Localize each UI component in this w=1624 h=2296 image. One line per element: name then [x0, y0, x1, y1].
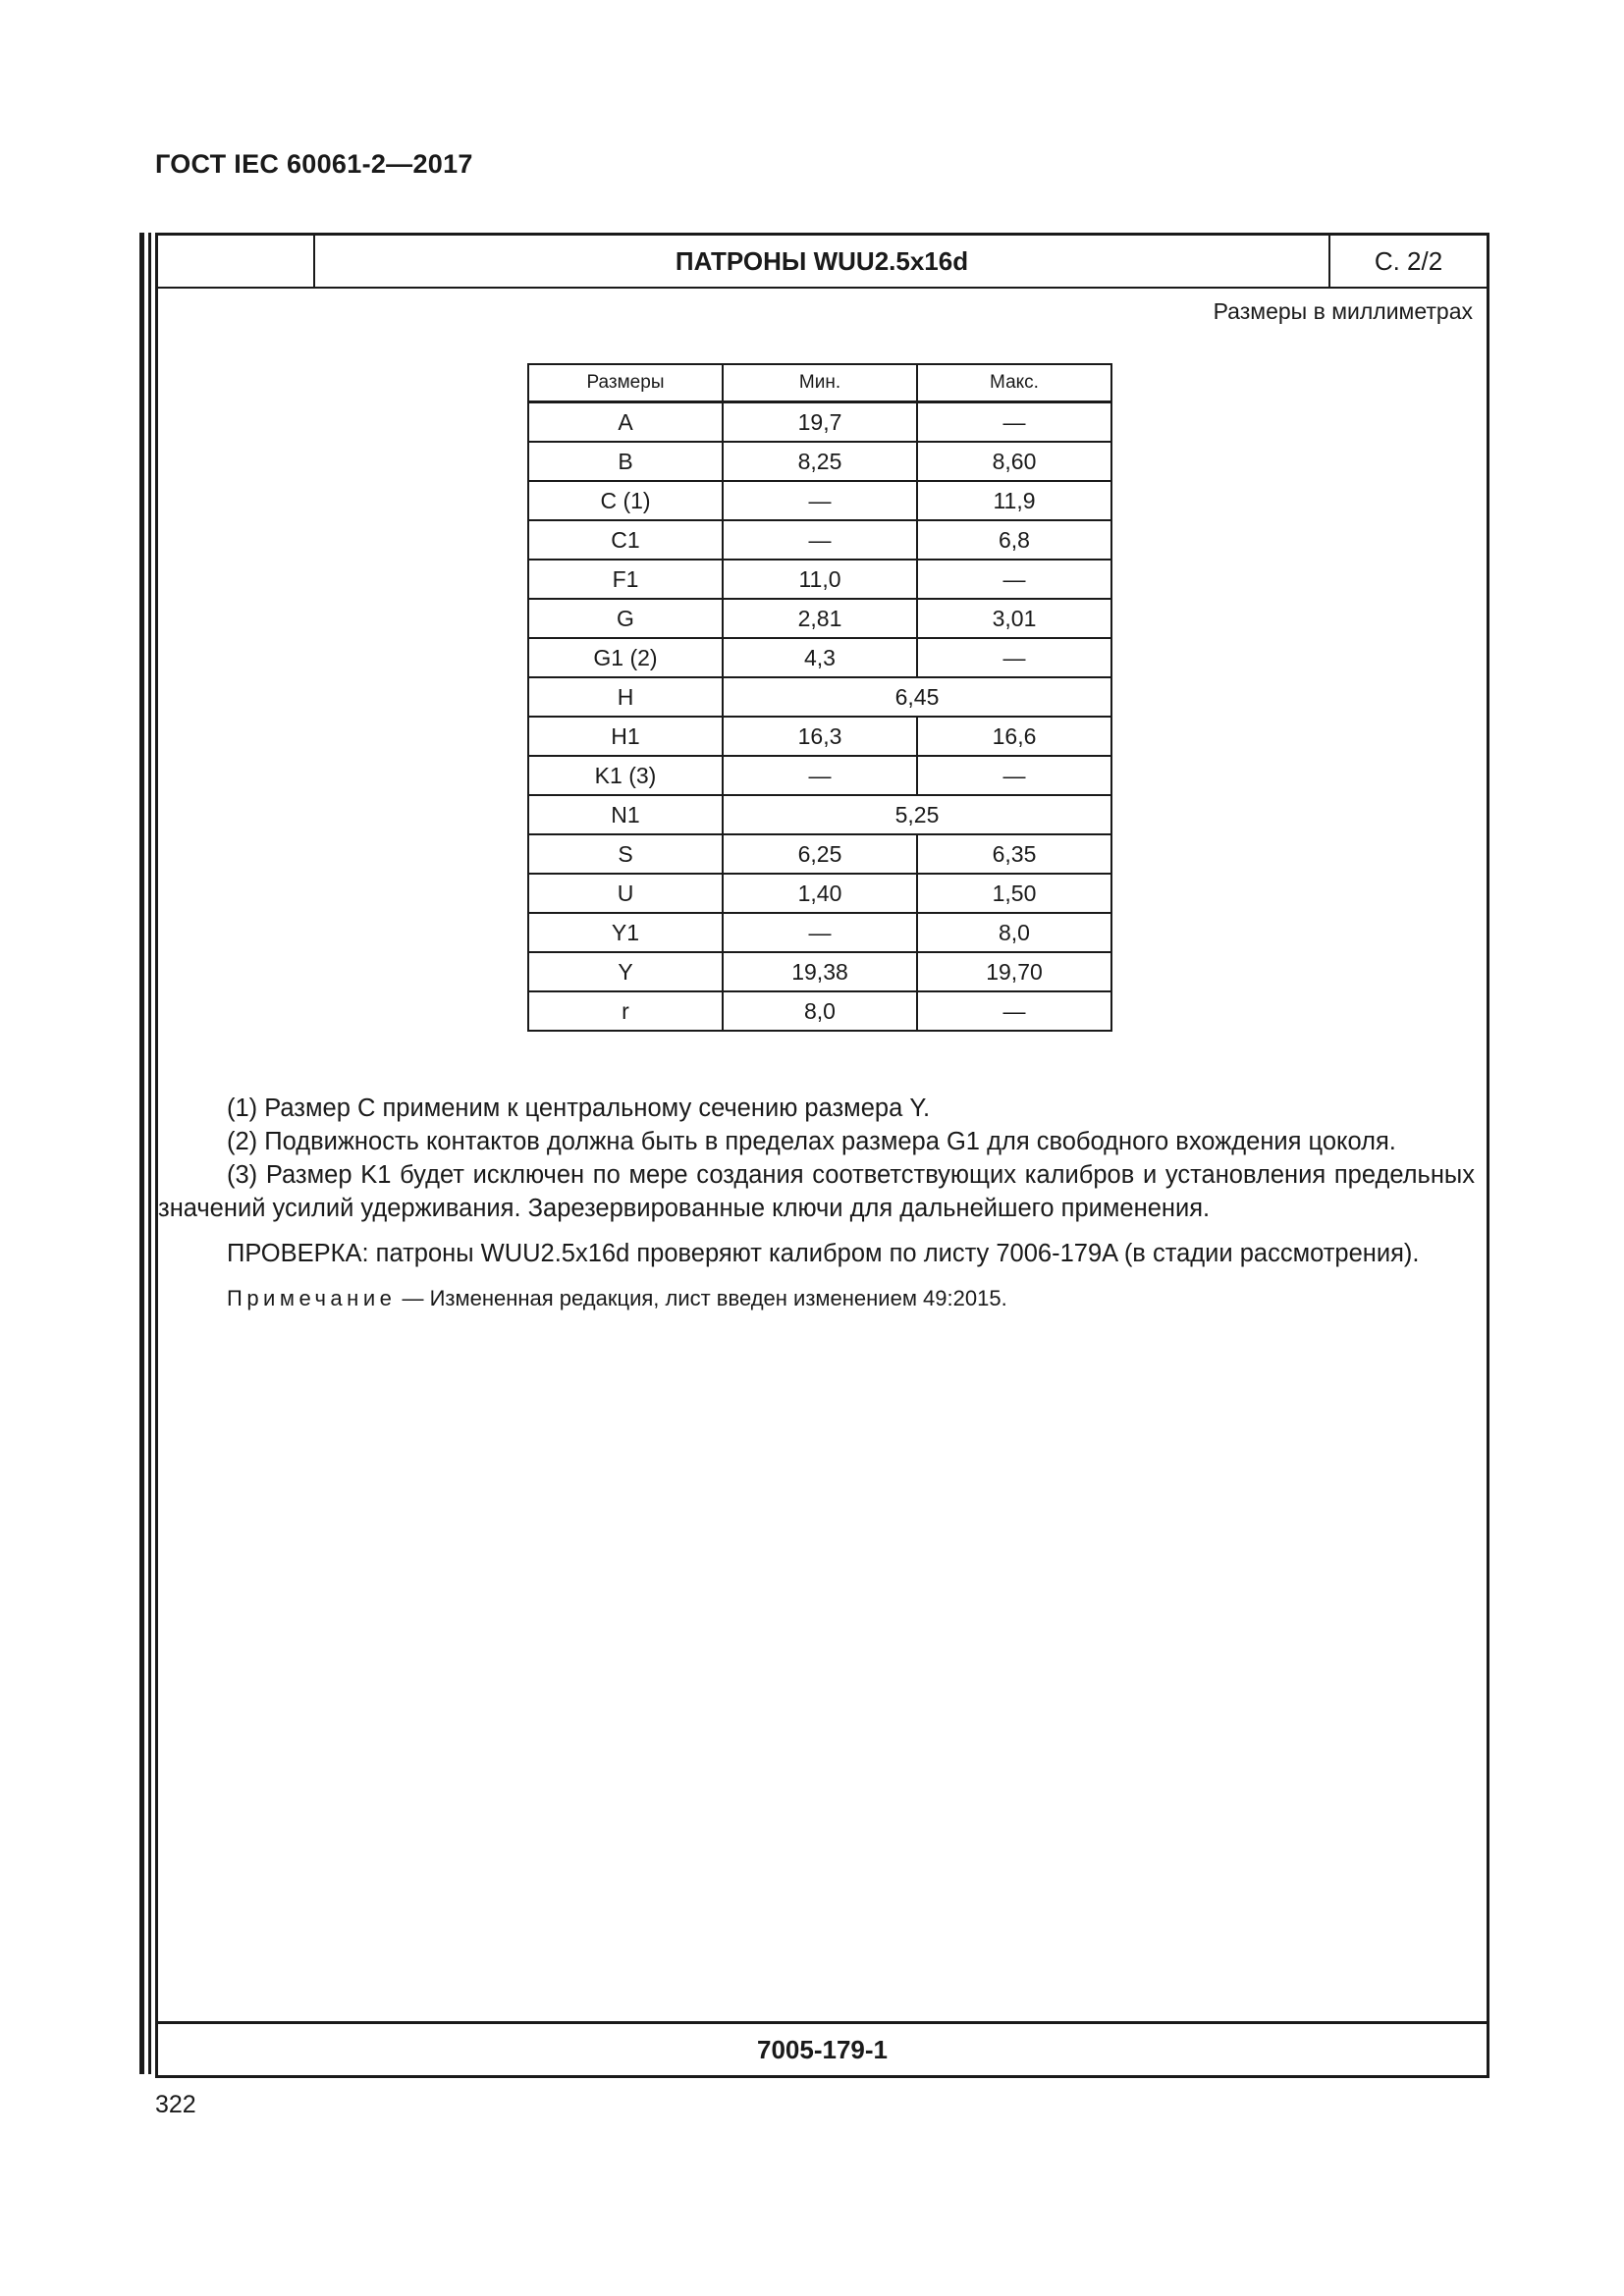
- min-cell: 8,0: [723, 991, 917, 1031]
- sheet-title: ПАТРОНЫ WUU2.5x16d: [315, 236, 1330, 287]
- min-cell: 6,25: [723, 834, 917, 874]
- dimension-cell: Y1: [528, 913, 723, 952]
- min-cell: 11,0: [723, 560, 917, 599]
- nominal-cell: 6,45: [723, 677, 1111, 717]
- min-cell: 16,3: [723, 717, 917, 756]
- dimension-cell: C1: [528, 520, 723, 560]
- max-cell: —: [917, 756, 1111, 795]
- min-cell: 8,25: [723, 442, 917, 481]
- min-cell: —: [723, 481, 917, 520]
- dimension-cell: N1: [528, 795, 723, 834]
- table-header-row: [528, 364, 1111, 402]
- max-cell: 11,9: [917, 481, 1111, 520]
- table-row: [528, 834, 1111, 874]
- dimension-cell: B: [528, 442, 723, 481]
- dimension-cell: S: [528, 834, 723, 874]
- dimension-cell: H1: [528, 717, 723, 756]
- max-cell: 1,50: [917, 874, 1111, 913]
- table-row: [528, 677, 1111, 717]
- max-cell: 8,0: [917, 913, 1111, 952]
- min-cell: —: [723, 520, 917, 560]
- table-row: [528, 795, 1111, 834]
- footnote-1: (1) Размер C применим к центральному сечению размера Y.: [227, 1095, 931, 1122]
- max-cell: 6,8: [917, 520, 1111, 560]
- table-row: [528, 991, 1111, 1031]
- table-row: [528, 442, 1111, 481]
- max-cell: 16,6: [917, 717, 1111, 756]
- dimension-cell: r: [528, 991, 723, 1031]
- max-cell: 8,60: [917, 442, 1111, 481]
- units-note: Размеры в миллиметрах: [1213, 298, 1473, 324]
- remark-label: Примечание: [227, 1286, 397, 1310]
- dimension-cell: K1 (3): [528, 756, 723, 795]
- document-header: ГОСТ IEC 60061-2—2017: [155, 149, 473, 179]
- max-cell: —: [917, 402, 1111, 443]
- table-row: [528, 402, 1111, 443]
- max-cell: —: [917, 560, 1111, 599]
- footnote-2: (2) Подвижность контактов должна быть в пределах размера G1 для свободного вхождения цоколя.: [227, 1128, 1396, 1155]
- min-cell: 4,3: [723, 638, 917, 677]
- dimension-cell: C (1): [528, 481, 723, 520]
- dimension-cell: U: [528, 874, 723, 913]
- table-row: [528, 560, 1111, 599]
- min-cell: 19,7: [723, 402, 917, 443]
- table-row: [528, 638, 1111, 677]
- header-min: Мин.: [723, 364, 917, 402]
- page-number: 322: [155, 2091, 196, 2118]
- table-row: [528, 717, 1111, 756]
- footnote-3: (3) Размер K1 будет исключен по мере создания соответствующих калибров и установления предельных значений усилий удерживания. Зарезервированные ключи для дальнейшего применения.: [158, 1161, 1475, 1222]
- table-row: [528, 913, 1111, 952]
- dimension-cell: Y: [528, 952, 723, 991]
- nominal-cell: 5,25: [723, 795, 1111, 834]
- table-row: [528, 520, 1111, 560]
- table-row: [528, 874, 1111, 913]
- min-cell: —: [723, 913, 917, 952]
- header-dimension: Размеры: [528, 364, 723, 402]
- sheet-frame: [155, 233, 1489, 2078]
- header-max: Макс.: [917, 364, 1111, 402]
- max-cell: 3,01: [917, 599, 1111, 638]
- title-cell-blank: [158, 236, 315, 287]
- max-cell: —: [917, 638, 1111, 677]
- min-cell: 1,40: [723, 874, 917, 913]
- notes-block: [158, 1092, 1487, 1315]
- table-row: [528, 481, 1111, 520]
- dimensions-table: [527, 363, 1112, 1032]
- sheet-number: С. 2/2: [1374, 245, 1443, 276]
- check-paragraph: ПРОВЕРКА: патроны WUU2.5x16d проверяют калибром по листу 7006-179A (в стадии рассмотрения).: [227, 1240, 1420, 1267]
- min-cell: —: [723, 756, 917, 795]
- table-row: [528, 952, 1111, 991]
- remark-text: — Измененная редакция, лист введен изменением 49:2015.: [402, 1286, 1007, 1310]
- frame-outer-rule: [139, 233, 144, 2074]
- table-row: [528, 599, 1111, 638]
- dimension-cell: H: [528, 677, 723, 717]
- max-cell: 19,70: [917, 952, 1111, 991]
- sheet-code: 7005-179-1: [158, 2021, 1487, 2075]
- min-cell: 19,38: [723, 952, 917, 991]
- dimension-cell: F1: [528, 560, 723, 599]
- dimension-cell: G1 (2): [528, 638, 723, 677]
- remark-line: [158, 1282, 1475, 1315]
- dimension-cell: A: [528, 402, 723, 443]
- min-cell: 2,81: [723, 599, 917, 638]
- dimension-cell: G: [528, 599, 723, 638]
- max-cell: —: [917, 991, 1111, 1031]
- table-row: [528, 756, 1111, 795]
- max-cell: 6,35: [917, 834, 1111, 874]
- title-row: [158, 236, 1487, 289]
- frame-inner-rule: [148, 233, 151, 2074]
